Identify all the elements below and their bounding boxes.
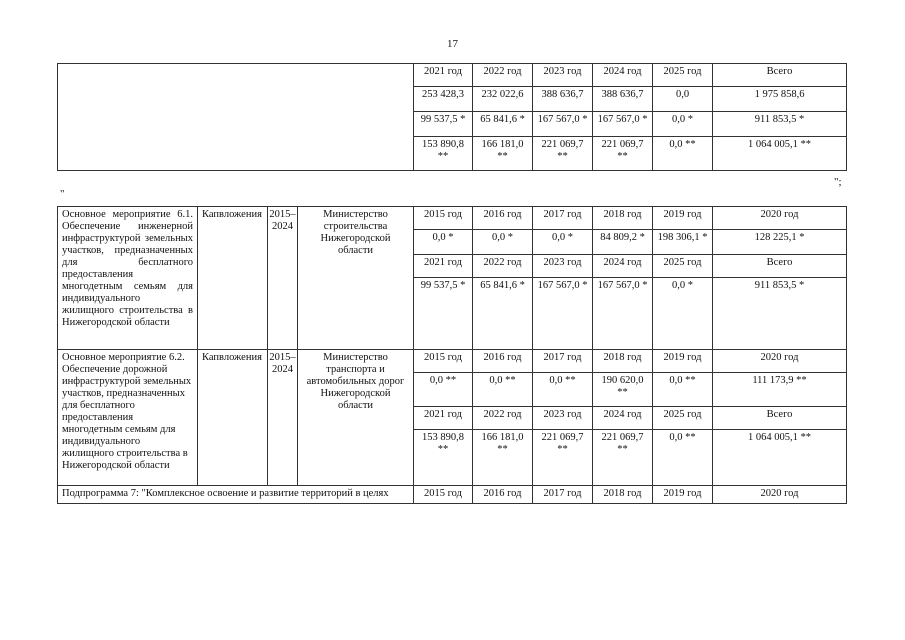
year-header: 2025 год [653, 64, 713, 87]
quote-start-mark: " [60, 188, 65, 200]
year-header: 2021 год [414, 407, 473, 430]
value-cell: 0,0 ** [653, 430, 713, 486]
value-cell: 167 567,0 * [533, 112, 593, 137]
value-cell: 111 173,9 ** [713, 373, 847, 407]
value-cell: 221 069,7 ** [533, 137, 593, 171]
value-cell: 0,0 ** [473, 373, 533, 407]
value-cell: 221 069,7 ** [593, 430, 653, 486]
year-header: 2016 год [473, 486, 533, 504]
value-cell: 0,0 ** [414, 373, 473, 407]
value-cell: 99 537,5 * [414, 278, 473, 350]
value-cell: 99 537,5 * [414, 112, 473, 137]
table-row [58, 64, 847, 87]
activity-type: Капвложения [198, 207, 268, 350]
year-header: 2015 год [414, 486, 473, 504]
year-header: 2019 год [653, 486, 713, 504]
value-cell: 167 567,0 * [593, 112, 653, 137]
year-header: 2019 год [653, 350, 713, 373]
year-header: 2018 год [593, 207, 653, 230]
year-header: 2015 год [414, 350, 473, 373]
value-cell: 0,0 [653, 87, 713, 112]
year-header: 2020 год [713, 350, 847, 373]
value-cell: 0,0 * [414, 230, 473, 255]
total-cell: 1 064 005,1 ** [713, 430, 847, 486]
year-header: 2025 год [653, 255, 713, 278]
year-header: 2024 год [593, 407, 653, 430]
value-cell: 221 069,7 ** [593, 137, 653, 171]
top-funding-table [57, 63, 847, 171]
total-header: Всего [713, 64, 847, 87]
value-cell: 0,0 * [473, 230, 533, 255]
value-cell: 253 428,3 [414, 87, 473, 112]
year-header: 2018 год [593, 350, 653, 373]
value-cell: 166 181,0 ** [473, 430, 533, 486]
total-header: Всего [713, 407, 847, 430]
year-header: 2015 год [414, 207, 473, 230]
year-header: 2022 год [473, 407, 533, 430]
value-cell: 0,0 * [653, 112, 713, 137]
year-header: 2025 год [653, 407, 713, 430]
year-header: 2017 год [533, 350, 593, 373]
year-header: 2023 год [533, 64, 593, 87]
value-cell: 388 636,7 [533, 87, 593, 112]
value-cell: 166 181,0 ** [473, 137, 533, 171]
year-header: 2017 год [533, 207, 593, 230]
year-header: 2024 год [593, 255, 653, 278]
value-cell: 153 890,8 ** [414, 137, 473, 171]
value-cell: 65 841,6 * [473, 278, 533, 350]
value-cell: 167 567,0 * [533, 278, 593, 350]
page-number: 17 [447, 38, 458, 50]
subprogram-label: Подпрограмма 7: "Комплексное освоение и развитие территорий в целях [58, 486, 414, 504]
value-cell: 0,0 * [533, 230, 593, 255]
total-cell: 1 064 005,1 ** [713, 137, 847, 171]
year-header: 2020 год [713, 207, 847, 230]
year-header: 2016 год [473, 207, 533, 230]
value-cell: 198 306,1 * [653, 230, 713, 255]
value-cell: 65 841,6 * [473, 112, 533, 137]
year-header: 2021 год [414, 64, 473, 87]
value-cell: 388 636,7 [593, 87, 653, 112]
activity-executor: Министерство строительства Нижегородской области [298, 207, 414, 350]
total-cell: 911 853,5 * [713, 278, 847, 350]
activity-period: 2015–2024 [268, 350, 298, 486]
year-header: 2018 год [593, 486, 653, 504]
year-header: 2019 год [653, 207, 713, 230]
year-header: 2022 год [473, 255, 533, 278]
value-cell: 190 620,0 ** [593, 373, 653, 407]
total-header: Всего [713, 255, 847, 278]
year-header: 2024 год [593, 64, 653, 87]
activity-type: Капвложения [198, 350, 268, 486]
year-header: 2021 год [414, 255, 473, 278]
table-row [58, 486, 847, 504]
quote-end-mark: "; [834, 176, 842, 188]
value-cell: 221 069,7 ** [533, 430, 593, 486]
activity-executor: Министерство транспорта и автомобильных дорог Нижегородской области [298, 350, 414, 486]
activity-name: Основное мероприятие 6.2. Обеспечение дорожной инфраструктурой земельных участков, предназначенных для бесплатного предоставления многодетным семьям для индивидуального жилищного строительства в Нижегородской области [58, 350, 198, 486]
year-header: 2023 год [533, 407, 593, 430]
value-cell: 153 890,8 ** [414, 430, 473, 486]
year-header: 2017 год [533, 486, 593, 504]
activity-name: Основное мероприятие 6.1. Обеспечение инженерной инфраструктурой земельных участков, предназначенных для бесплатного предоставления многодетным семьям для индивидуального жилищного строительства в Нижегородской области [58, 207, 198, 350]
table-row [58, 207, 847, 230]
value-cell: 0,0 ** [653, 373, 713, 407]
table-row [58, 350, 847, 373]
value-cell: 167 567,0 * [593, 278, 653, 350]
year-header: 2016 год [473, 350, 533, 373]
value-cell: 232 022,6 [473, 87, 533, 112]
value-cell: 0,0 * [653, 278, 713, 350]
activities-table [57, 206, 847, 504]
blank-cell [58, 64, 414, 171]
value-cell: 128 225,1 * [713, 230, 847, 255]
year-header: 2023 год [533, 255, 593, 278]
activity-period: 2015–2024 [268, 207, 298, 350]
total-cell: 911 853,5 * [713, 112, 847, 137]
year-header: 2020 год [713, 486, 847, 504]
total-cell: 1 975 858,6 [713, 87, 847, 112]
year-header: 2022 год [473, 64, 533, 87]
value-cell: 0,0 ** [533, 373, 593, 407]
value-cell: 84 809,2 * [593, 230, 653, 255]
value-cell: 0,0 ** [653, 137, 713, 171]
